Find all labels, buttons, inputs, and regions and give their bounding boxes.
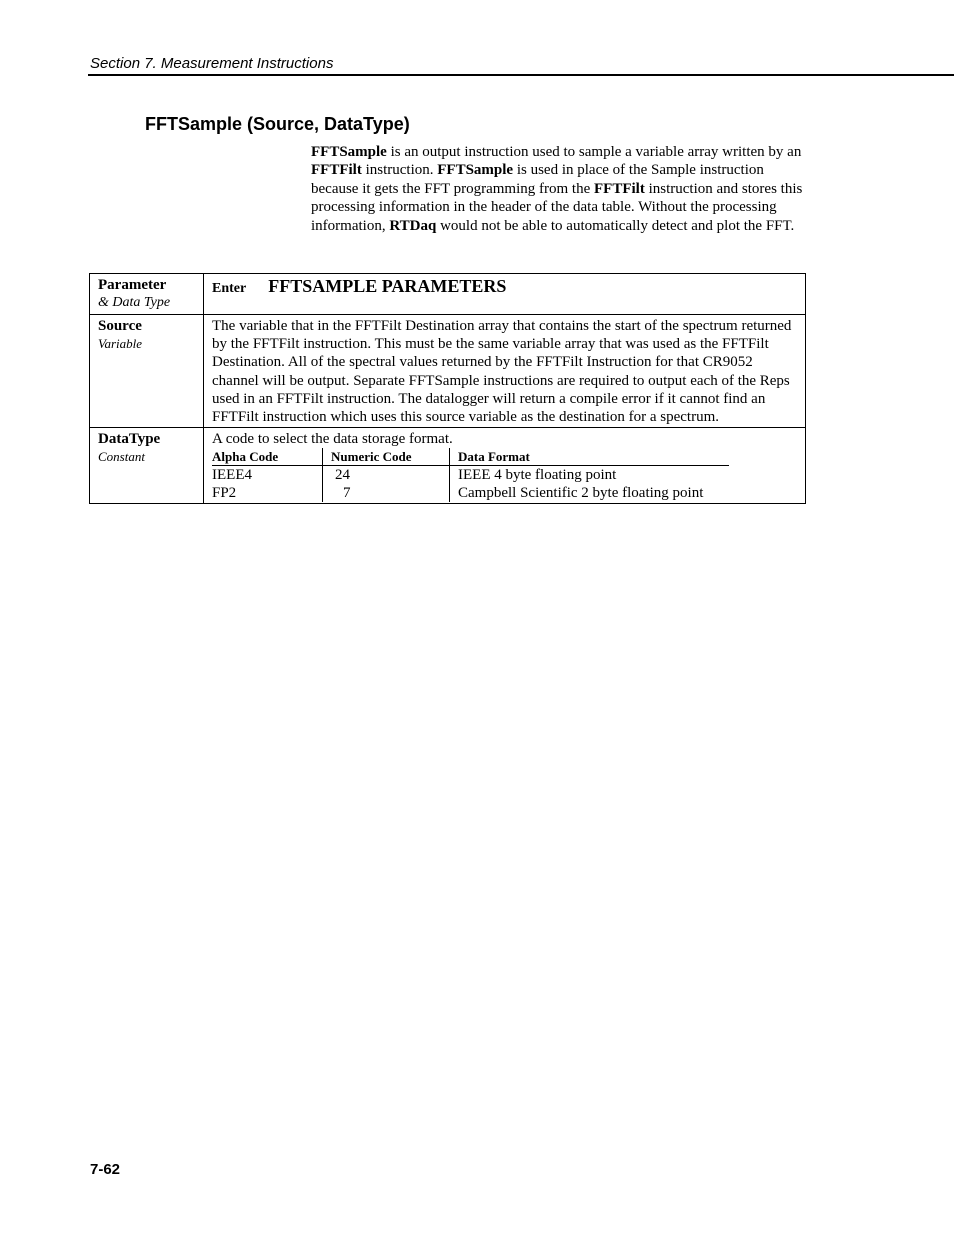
alpha-code: FP2 bbox=[212, 485, 237, 502]
intro-text: is used in place of the Sample instruction because it gets the FFT programming from the bbox=[311, 162, 764, 197]
enter-header-label: Enter bbox=[212, 281, 247, 296]
parameter-row-source bbox=[90, 315, 806, 428]
data-format: IEEE 4 byte floating point bbox=[450, 466, 730, 485]
parameter-name-cell bbox=[90, 428, 204, 504]
enter-header-cell bbox=[204, 274, 806, 315]
parameter-data-type: Constant bbox=[98, 449, 145, 465]
intro-text: instruction and stores this processing information in the header of the data table. Without the processing information, bbox=[311, 180, 803, 234]
parameter-header-label: Parameter bbox=[98, 277, 167, 293]
section-title: Section 7. Measurement Instructions bbox=[90, 55, 334, 72]
numeric-code: 7 bbox=[343, 485, 351, 502]
parameter-name-cell bbox=[90, 315, 204, 428]
numeric-code: 24 bbox=[335, 467, 350, 484]
data-format: Campbell Scientific 2 byte floating point bbox=[450, 484, 730, 502]
parameter-name: Source bbox=[98, 318, 142, 334]
header-rule bbox=[88, 74, 954, 76]
intro-bold-term: RTDaq bbox=[389, 217, 437, 234]
codes-header-alpha: Alpha Code bbox=[212, 448, 323, 466]
intro-bold-term: FFTSample bbox=[437, 162, 514, 179]
numeric-code-cell bbox=[323, 466, 450, 485]
intro-text: is an output instruction used to sample a variable array written by an bbox=[386, 144, 802, 160]
parameter-description-cell bbox=[204, 428, 806, 504]
alpha-code: IEEE4 bbox=[212, 467, 252, 484]
table-title: FFTSAMPLE PARAMETERS bbox=[268, 276, 507, 296]
codes-header-numeric: Numeric Code bbox=[323, 448, 450, 466]
codes-header-format: Data Format bbox=[450, 448, 730, 466]
intro-bold-term: FFTSample bbox=[311, 144, 387, 160]
intro-bold-term: FFTFilt bbox=[594, 180, 645, 197]
intro-text: would not be able to automatically detect and plot the FFT. bbox=[436, 217, 795, 234]
data-type-header-label: & Data Type bbox=[98, 295, 171, 310]
numeric-code-cell bbox=[323, 484, 450, 502]
intro-bold-term: FFTFilt bbox=[311, 162, 362, 179]
instruction-heading: FFTSample (Source, DataType) bbox=[145, 114, 410, 134]
codes-row bbox=[212, 466, 729, 485]
parameter-table-header-row bbox=[90, 274, 806, 315]
parameter-name: DataType bbox=[98, 431, 161, 448]
parameter-table bbox=[89, 273, 806, 504]
parameter-data-type: Variable bbox=[98, 336, 143, 351]
codes-header-row bbox=[212, 448, 729, 466]
data-format-codes-table bbox=[212, 448, 729, 502]
instruction-intro-paragraph bbox=[311, 143, 807, 235]
parameter-row-datatype bbox=[90, 428, 806, 504]
codes-row bbox=[212, 484, 729, 502]
parameter-description: The variable that in the FFTFilt Destination array that contains the start of the spectrum returned by the FFTFilt instruction. This must be the same variable array that was used as the FFTFilt Destination. All of the spectral values returned by the FFTFilt Instruction for that CR9052 channel will be output. Separate FFTSample instructions are required to output each of the Reps used in an FFTFilt instruction. The datalogger will return a compile error if it cannot find an FFTFilt instruction which uses this source variable as the destination for a spectrum. bbox=[204, 315, 806, 428]
page-number: 7-62 bbox=[90, 1161, 121, 1178]
parameter-description: A code to select the data storage format. bbox=[212, 431, 453, 448]
intro-text: instruction. bbox=[361, 162, 438, 179]
parameter-header-cell bbox=[90, 274, 204, 315]
